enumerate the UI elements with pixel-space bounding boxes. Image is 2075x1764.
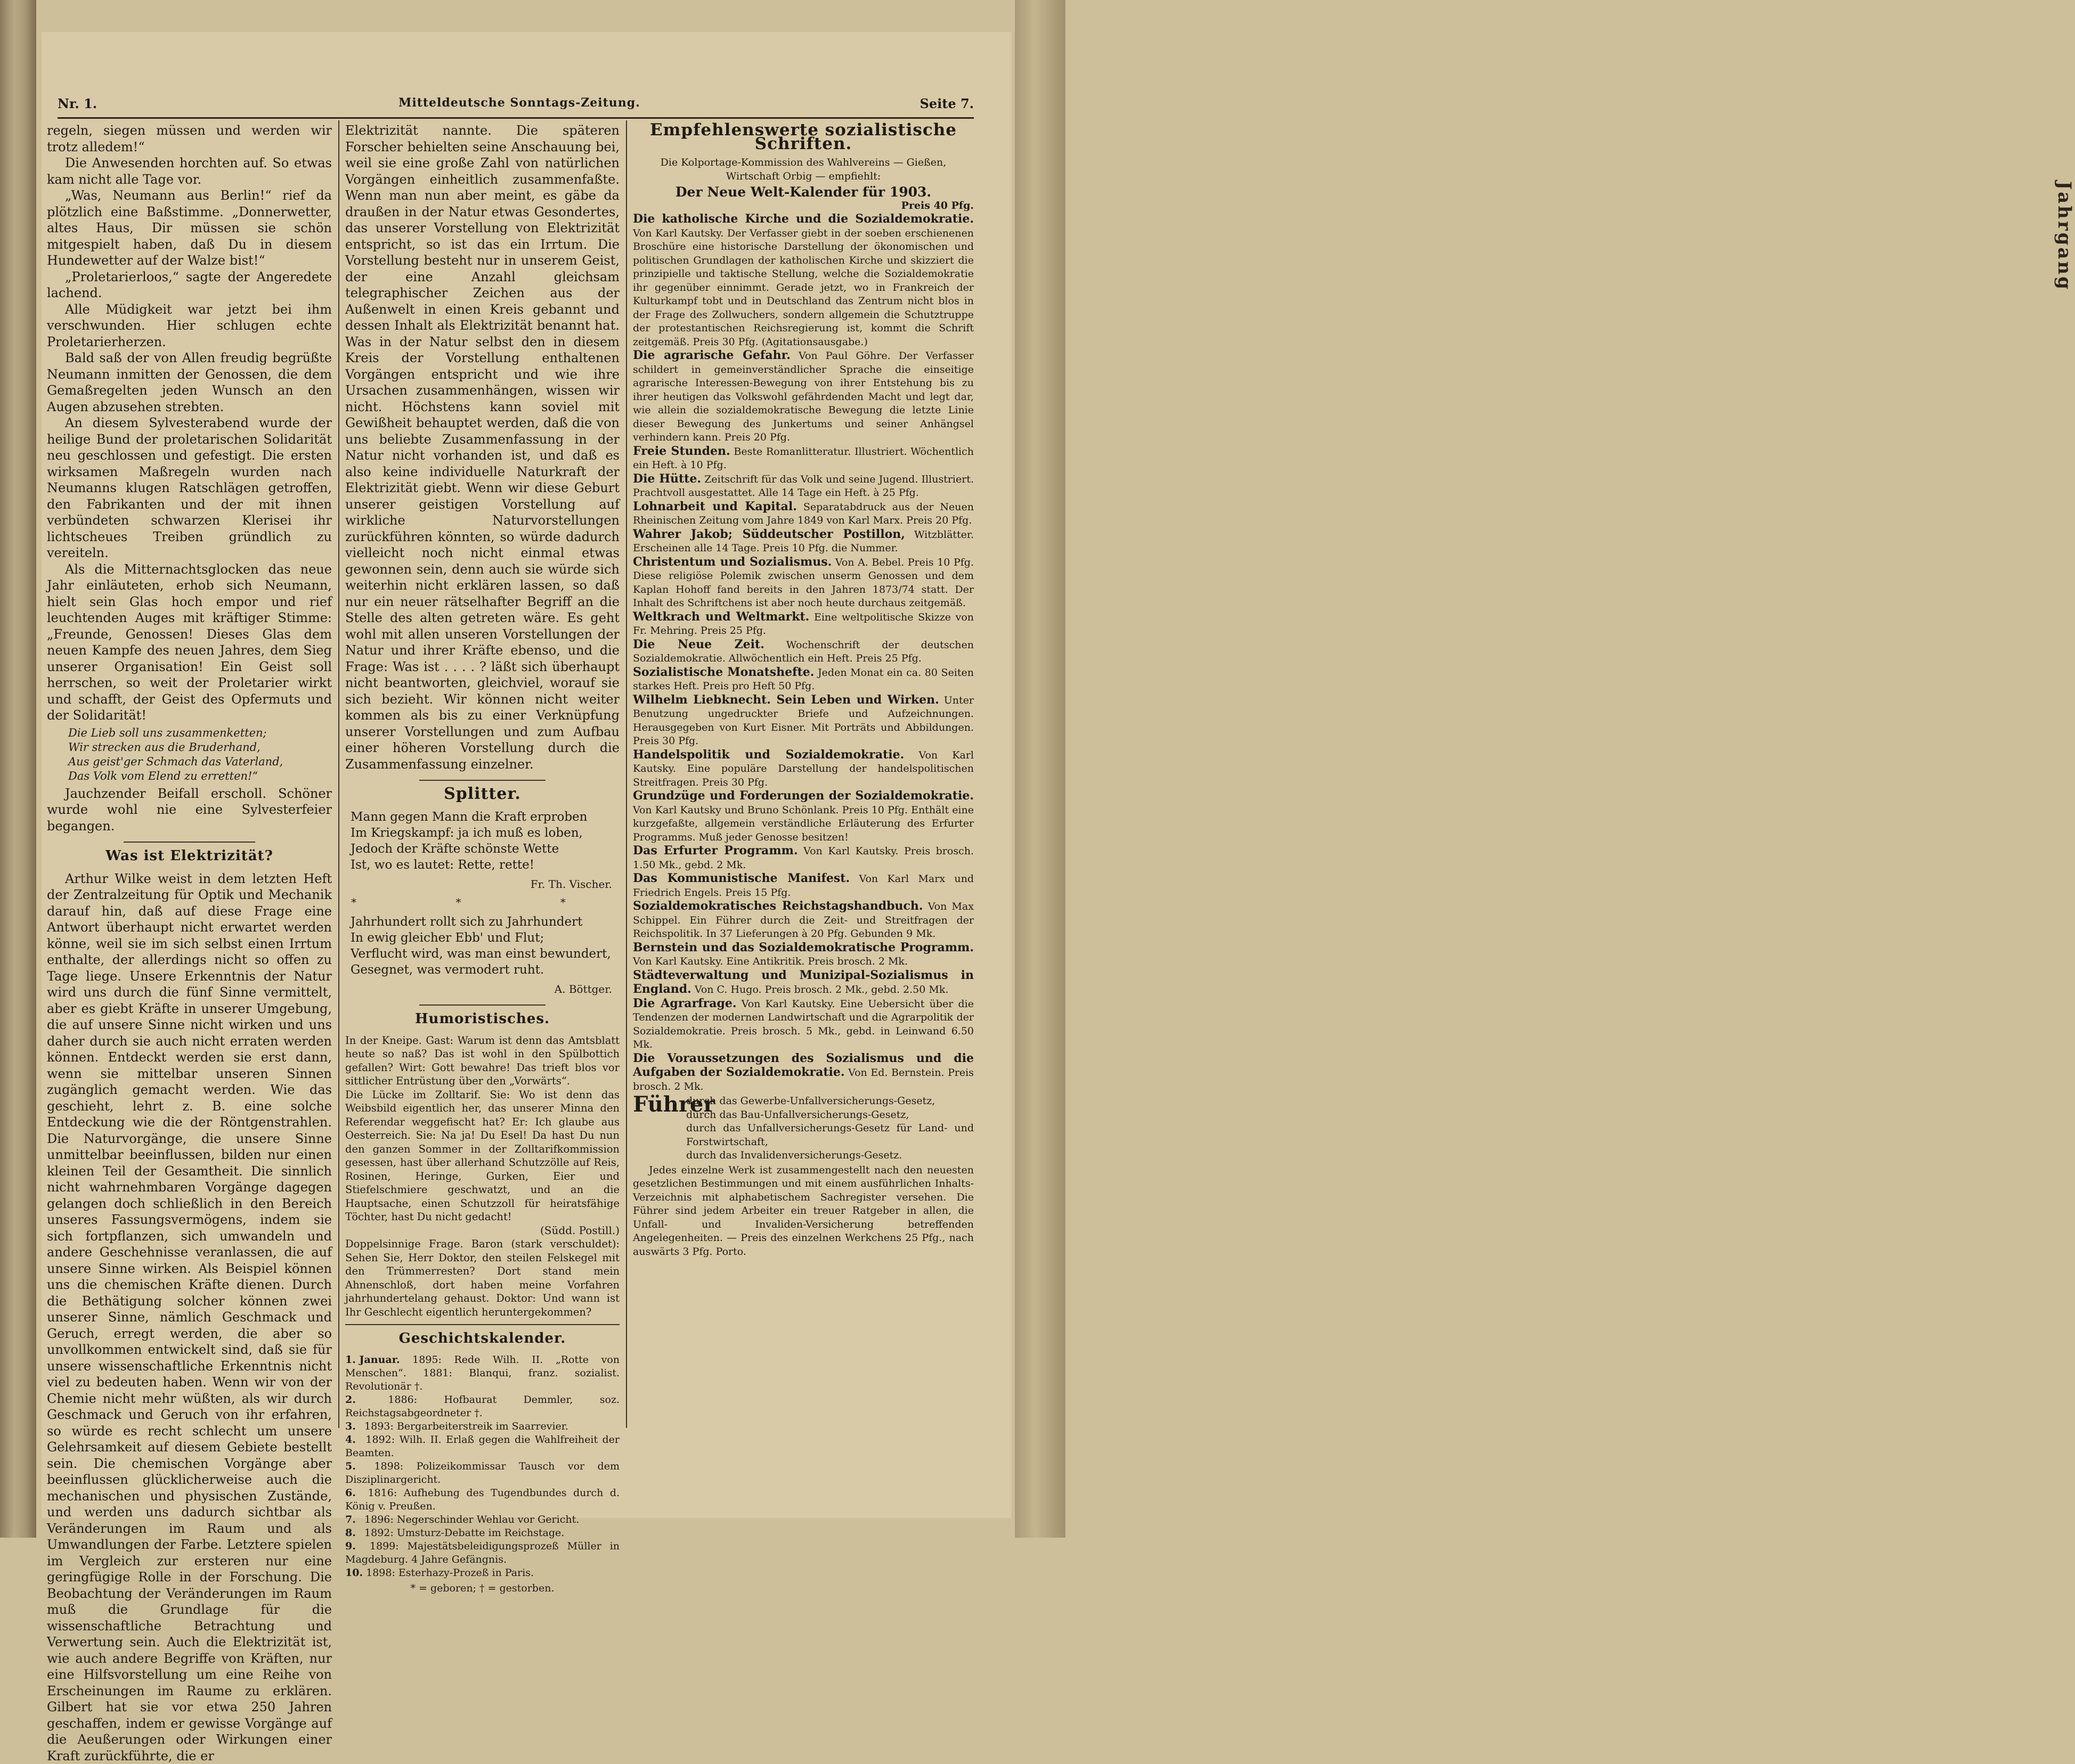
book-entry: Weltkrach und Weltmarkt. Eine weltpolitische Skizze von Fr. Mehring. Preis 25 Pfg. <box>633 610 974 638</box>
book-entry: Bernstein und das Sozialdemokratische Programm. Von Karl Kautsky. Eine Antikritik. Preis brosch. 2 Mk. <box>633 941 974 969</box>
section-title-splitter: Splitter. <box>345 786 620 803</box>
book-entry: Die katholische Kirche und die Sozialdemokratie. Von Karl Kautsky. Der Verfasser giebt in der soeben erschienenen Broschüre eine historische Darstellung der ökonomischen und politischen Grundlagen der katholischen Kirche und skizziert die prinzipielle und taktische Stellung, welche die Sozialdemokratie ihr gegenüber einnimmt. Gerade jetzt, wo in Frankreich der Kulturkampf tobt und in Deutschland das Zentrum nicht blos in der Frage des Zollwuchers, sondern allgemein die Schutztruppe der protestantischen Reichsregierung ist, kommt die Schrift zeitgemäß. Preis 30 Pfg. (Agitationsausgabe.) <box>633 213 974 349</box>
fuehrer-line: durch das Invalidenversicherungs-Gesetz. <box>686 1149 974 1163</box>
history-calendar <box>345 1353 620 1595</box>
verse-line: Aus geist'ger Schmach das Vaterland, <box>68 755 332 769</box>
calendar-entry: 6. 1816: Aufhebung des Tugendbundes durch d. König v. Preußen. <box>345 1487 620 1513</box>
book-entry: Wilhelm Liebknecht. Sein Leben und Wirken. Unter Benutzung ungedruckter Briefe und Aufzeichnungen. Herausgegeben von Kurt Eisner. Mit Porträts und Abbildungen. Preis 30 Pfg. <box>633 693 974 748</box>
calendar-entry: 8. 1892: Umsturz-Debatte im Reichstage. <box>345 1526 620 1540</box>
section-title-schriften: Empfehlenswerte sozialistische Schriften. <box>633 124 974 151</box>
book-entry: Das Kommunistische Manifest. Von Karl Marx und Friedrich Engels. Preis 15 Pfg. <box>633 872 974 900</box>
section-divider <box>124 842 255 843</box>
spine-label: Jahrgang <box>2059 181 2075 501</box>
fuehrer-lines <box>686 1095 974 1163</box>
poem-line: Jedoch der Kräfte schönste Wette <box>351 841 620 857</box>
fuehrer-line: durch das Gewerbe-Unfallversicherungs-Gesetz, <box>686 1095 974 1108</box>
poem-line: Ist, wo es lautet: Rette, rette! <box>351 857 620 873</box>
toast-verse <box>68 726 332 783</box>
book-entry: Grundzüge und Forderungen der Sozialdemokratie. Von Karl Kautsky und Bruno Schönlank. Preis 10 Pfg. Enthält eine kurzgefaßte, allgemein verständliche Erläuterung des Erfurter Programms. Muß jeder Genosse besitzen! <box>633 789 974 844</box>
poem-vischer <box>351 809 620 873</box>
book-binding-right <box>1015 0 1065 1538</box>
book-entry: Städteverwaltung und Munizipal-Sozialismus in England. Von C. Hugo. Preis brosch. 2 Mk., gebd. 2.50 Mk. <box>633 969 974 997</box>
poem-line: Verflucht wird, was man einst bewundert, <box>351 946 620 962</box>
poem-boettger <box>351 914 620 978</box>
fuehrer-block <box>633 1095 974 1163</box>
star-separator: * * * <box>345 894 620 911</box>
calendar-entry: 9. 1899: Majestätsbeleidigungsprozeß Müller in Magdeburg. 4 Jahre Gefängnis. <box>345 1540 620 1566</box>
calendar-legend: * = geboren; † = gestorben. <box>345 1582 620 1595</box>
paragraph: Als die Mitternachtsglocken das neue Jahr einläuteten, erhob sich Neumann, hielt sein Glas hoch empor und rief leuchtenden Auges mit kräftiger Stimme: „Freunde, Genossen! Dieses Glas dem neuen Kampfe des neuen Jahres, dem Sieg unserer Organisation! Ein Geist soll herrschen, so weit der Proletarier wirkt und schafft, der Geist des Opfermuts und der Solidarität! <box>47 561 332 724</box>
header-rule <box>58 117 974 119</box>
section-title-humor: Humoristisches. <box>345 1011 620 1027</box>
paragraph: Bald saß der von Allen freudig begrüßte Neumann inmitten der Genossen, die dem Gemaßregelten jeden Wunsch an den Augen abzusehen strebten. <box>47 350 332 415</box>
calendar-entry: 1. Januar. 1895: Rede Wilh. II. „Rotte von Menschen“. 1881: Blanqui, franz. sozialist. Revolutionär †. <box>345 1353 620 1393</box>
humor-item: Die Lücke im Zolltarif. Sie: Wo ist denn das Weibsbild eigentlich her, das unserer Minna den Referendar weggefischt hat? Er: Ich glaube aus Oesterreich. Sie: Na ja! Du Esel! Da hast Du nun den ganzen Sommer in der Zolltarifkommission gesessen, hast über allerhand Schutzzölle auf Reis, Rosinen, Heringe, Gurken, Eier und Stiefelschmiere geschwatzt, und an die Hauptsache, einen Schutzzoll für heiratsfähige Töchter, hast Du nicht gedacht! <box>345 1088 620 1224</box>
paragraph: Die Anwesenden horchten auf. So etwas kam nicht alle Tage vor. <box>47 155 332 187</box>
fuehrer-label: Führer <box>633 1098 714 1112</box>
poem-line: In ewig gleicher Ebb' und Flut; <box>351 930 620 946</box>
newspaper-title: Mitteldeutsche Sonntags-Zeitung. <box>398 96 640 110</box>
humor-source: (Südd. Postill.) <box>345 1224 620 1238</box>
page-number: Seite 7. <box>920 96 974 111</box>
book-entry: Die Neue Zeit. Wochenschrift der deutschen Sozialdemokratie. Allwöchentlich ein Heft. Preis 25 Pfg. <box>633 638 974 666</box>
section-divider <box>345 1324 620 1325</box>
paragraph: „Proletarierloos,“ sagte der Angeredete lachend. <box>47 269 332 301</box>
book-entry: Die Agrarfrage. Von Karl Kautsky. Eine Uebersicht über die Tendenzen der modernen Landwirtschaft und die Agrarpolitik der Sozialdemokratie. Preis brosch. 5 Mk., gebd. in Leinwand 6.50 Mk. <box>633 997 974 1052</box>
author-signature: Fr. Th. Vischer. <box>345 876 612 893</box>
calendar-entry: 4. 1892: Wilh. II. Erlaß gegen die Wahlfreiheit der Beamten. <box>345 1433 620 1460</box>
paragraph: Alle Müdigkeit war jetzt bei ihm verschwunden. Hier schlugen echte Proletarierherzen. <box>47 301 332 350</box>
book-entry: Die agrarische Gefahr. Von Paul Göhre. Der Verfasser schildert in gemeinverständlicher Sprache die einseitige agrarische Interessen-Bewegung von ihrer Entstehung bis zu ihrer heutigen das Volkswohl gefährdenden Macht und legt dar, wie allein die sozialdemokratische Bewegung die letzte Linie dieser Bewegung des Junkertums und seiner Anhängsel verhindern kann. Preis 20 Pfg. <box>633 349 974 445</box>
newspaper-page <box>42 32 1011 1518</box>
column-1 <box>47 123 332 1454</box>
book-entry: Die Hütte. Zeitschrift für das Volk und seine Jugend. Illustriert. Prachtvoll ausgestattet. Alle 14 Tage ein Heft. à 25 Pfg. <box>633 472 974 500</box>
book-entry: Das Erfurter Programm. Von Karl Kautsky. Preis brosch. 1.50 Mk., gebd. 2 Mk. <box>633 844 974 872</box>
closing-text: Jedes einzelne Werk ist zusammengestellt nach den neuesten gesetzlichen Bestimmungen und mit einem ausführlichen Inhalts-Verzeichnis mit alphabetischem Sachregister versehen. Die Führer sind jedem Arbeiter ein treuer Ratgeber in allen, die Unfall- und Invaliden-Versicherung betreffenden Angelegenheiten. — Preis des einzelnen Werkchens 25 Pfg., nach auswärts 3 Pfg. Porto. <box>633 1164 974 1259</box>
verse-line: Wir strecken aus die Bruderhand, <box>68 740 332 755</box>
column-rule-2 <box>626 120 627 1428</box>
story-ending: Jauchzender Beifall erscholl. Schöner wurde wohl nie eine Sylvesterfeier begangen. <box>47 786 332 835</box>
humor-item: Doppelsinnige Frage. Baron (stark verschuldet): Sehen Sie, Herr Doktor, den steilen Felskegel mit den Trümmerresten? Dort stand mein Ahnenschloß, dort haben meine Vorfahren jahrhundertelang gehaust. Doktor: Und wann ist Ihr Geschlecht eigentlich heruntergekommen? <box>345 1237 620 1319</box>
humor-item: In der Kneipe. Gast: Warum ist denn das Amtsblatt heute so naß? Das ist wohl in den Spülbottich gefallen? Wirt: Gott bewahre! Das trieft blos vor sittlicher Entrüstung über den „Vorwärts“. <box>345 1034 620 1088</box>
kalender-title: Der Neue Welt-Kalender für 1903. <box>633 185 974 199</box>
verse-line: Die Lieb soll uns zusammenketten; <box>68 726 332 740</box>
running-head <box>58 96 974 117</box>
book-entry: Die Voraussetzungen des Sozialismus und die Aufgaben der Sozialdemokratie. Von Ed. Bernstein. Preis brosch. 2 Mk. <box>633 1052 974 1094</box>
calendar-entry: 5. 1898: Polizeikommissar Tausch vor dem Disziplinargericht. <box>345 1460 620 1487</box>
author-signature: A. Böttger. <box>345 981 612 998</box>
book-entry: Christentum und Sozialismus. Von A. Bebel. Preis 10 Pfg. Diese religiöse Polemik zwischen unserm Genossen und dem Kaplan Hohoff fand bereits in den Jahren 1873/74 statt. Der Inhalt des Schriftchens ist aber noch heute durchaus zeitgemäß. <box>633 556 974 610</box>
paragraph: „Was, Neumann aus Berlin!“ rief da plötzlich eine Baßstimme. „Donnerwetter, altes Haus, Dir müssen sie schön mitgespielt haben, daß Du in diesem Hundewetter auf der Walze bist!“ <box>47 187 332 269</box>
book-entry: Handelspolitik und Sozialdemokratie. Von Karl Kautsky. Eine populäre Darstellung der handelspolitischen Streitfragen. Preis 30 Pfg. <box>633 748 974 790</box>
fuehrer-line: durch das Unfallversicherungs-Gesetz für Land- und Forstwirtschaft, <box>686 1122 974 1149</box>
poem-line: Gesegnet, was vermodert ruht. <box>351 962 620 978</box>
poem-line: Jahrhundert rollt sich zu Jahrhundert <box>351 914 620 930</box>
article-title-elektrizitaet: Was ist Elektrizität? <box>47 848 332 864</box>
book-entry: Sozialistische Monatshefte. Jeden Monat ein ca. 80 Seiten starkes Heft. Preis pro Heft 50 Pfg. <box>633 666 974 693</box>
section-title-calendar: Geschichtskalender. <box>345 1330 620 1347</box>
poem-line: Im Kriegskampf: ja ich muß es loben, <box>351 825 620 841</box>
intro-text: Die Kolportage-Kommission des Wahlvereins — Gießen, Wirtschaft Orbig — empfiehlt: <box>633 156 974 183</box>
calendar-entry: 2. 1886: Hofbaurat Demmler, soz. Reichstagsabgeordneter †. <box>345 1393 620 1420</box>
book-entry: Freie Stunden. Beste Romanlitteratur. Illustriert. Wöchentlich ein Heft. à 10 Pfg. <box>633 445 974 472</box>
calendar-entry: 7. 1896: Negerschinder Wehlau vor Gericht. <box>345 1513 620 1526</box>
story-text <box>47 123 332 724</box>
section-divider <box>419 780 546 781</box>
humor-section <box>345 1034 620 1319</box>
calendar-entry: 3. 1893: Bergarbeiterstreik im Saarrevier. <box>345 1420 620 1433</box>
book-entry: Sozialdemokratisches Reichstagshandbuch. Von Max Schippel. Ein Führer durch die Zeit- und Streitfragen der Reichspolitik. In 37 Lieferungen à 20 Pfg. Gebunden 9 Mk. <box>633 900 974 941</box>
book-entry: Lohnarbeit und Kapital. Separatabdruck aus der Neuen Rheinischen Zeitung vom Jahre 1849 von Karl Marx. Preis 20 Pfg. <box>633 500 974 528</box>
poem-line: Mann gegen Mann die Kraft erproben <box>351 809 620 825</box>
column-rule-1 <box>338 120 339 1428</box>
book-entry: Wahrer Jakob; Süddeutscher Postillon, Witzblätter. Erscheinen alle 14 Tage. Preis 10 Pfg. die Nummer. <box>633 528 974 556</box>
section-divider <box>419 1005 546 1006</box>
kalender-price: Preis 40 Pfg. <box>633 199 974 213</box>
paragraph: An diesem Sylvesterabend wurde der heilige Bund der proletarischen Solidarität neu geschlossen und gefestigt. Die ersten wirksamen Maßregeln wurden nach Neumanns klugen Ratschlägen getroffen, den Fabrikanten und der mit ihnen verbündeten schwarzen Klerisei ihr lichtscheues Treiben gründlich zu vereiteln. <box>47 415 332 561</box>
verse-line: Das Volk vom Elend zu erretten!“ <box>68 769 332 783</box>
article-continuation: Elektrizität nannte. Die späteren Forscher behielten seine Anschauung bei, weil sie eine große Zahl von natürlichen Vorgängen einheitlich zusammenfaßte. Wenn man nun aber meint, es gäbe da draußen in der Natur etwas Gesondertes, das unserer Vorstellung von Elektrizität entspricht, so ist das ein Irrtum. Die Vorstellung besteht nur in unserem Geist, der eine Anzahl gleichsam telegraphischer Zeichen aus der Außenwelt in einen Kreis gebannt und dessen Inhalt als Elektrizität benannt hat. Was in der Natur selbst den in diesem Kreis der Vorstellung enthaltenen Vorgängen entspricht und wie ihre Ursachen zusammenhängen, wissen wir nicht. Höchstens kann soviel mit Gewißheit behauptet werden, daß die von uns beliebte Zusammenfassung in der Natur nicht vorhanden ist, und daß es also keine individuelle Naturkraft der Elektrizität giebt. Wenn wir diese Geburt unserer geistigen Vorstellung auf wirkliche Naturvorstellungen zurückführen könnten, so würde dadurch vielleicht noch nicht einmal etwas gewonnen sein, denn auch sie würde sich weiterhin nicht erklären lassen, so daß nur ein neuer rätselhafter Begriff an die Stelle des alten getreten wäre. Es geht wohl mit allen unseren Vorstellungen der Natur und ihrer Kräfte ebenso, und die Frage: Was ist . . . . ? läßt sich überhaupt nicht beantworten, gleichviel, worauf sie sich bezieht. Wir können nicht weiter kommen als bis zu einer Verknüpfung unserer Vorstellungen und zum Aufbau einer höheren Vorstellung durch die Zusammenfassung einzelner. <box>345 123 620 772</box>
paragraph: regeln, siegen müssen und werden wir trotz alledem!“ <box>47 123 332 155</box>
column-3 <box>633 123 974 1454</box>
calendar-entry: 10. 1898: Esterhazy-Prozeß in Paris. <box>345 1566 620 1580</box>
issue-number: Nr. 1. <box>58 96 97 111</box>
fuehrer-line: durch das Bau-Unfallversicherungs-Gesetz, <box>686 1108 974 1122</box>
article-body: Arthur Wilke weist in dem letzten Heft der Zentralzeitung für Optik und Mechanik darauf hin, daß auf diese Frage eine Antwort überhaupt nicht erwartet werden könne, weil sie im sich selbst einen Irrtum enthalte, der allerdings nicht so offen zu Tage liege. Unsere Erkenntnis der Natur wird uns durch die fünf Sinne vermittelt, aber es giebt Kräfte in unserer Umgebung, die auf unsere Sinne nicht wirken und uns daher durch sie auch nicht erraten werden können. Entdeckt werden sie erst dann, wenn sie mittelbar unseren Sinnen zugänglich gemacht werden. Wie das geschieht, lehrt z. B. eine solche Entdeckung wie die der Röntgenstrahlen. Die Naturvorgänge, die unsere Sinne unmittelbar beeinflussen, bilden nur einen kleinen Teil der Gesamtheit. Die sinnlich nicht wahrnehmbaren Vorgänge dagegen gelangen doch schließlich in den Bereich unseres Fassungsvermögens, indem sie sich fortpflanzen, sich umwandeln und andere Geschehnisse veranlassen, die auf unsere Sinne wirken. Als Beispiel können uns die chemischen Kräfte dienen. Durch die Bethätigung solcher können zwei unserer Sinne, nämlich Geschmack und Geruch, erregt werden, die aber so unvollkommen entwickelt sind, daß sie für unsere wissenschaftliche Erkenntnis nicht viel zu bedeuten haben. Wenn wir von der Chemie nicht mehr wüßten, als wir durch Geschmack und Geruch von ihr erfahren, so würde es recht schlecht um unsere Gelehrsamkeit auf diesem Gebiete bestellt sein. Die chemischen Vorgänge aber beeinflussen glücklicherweise auch die mechanischen und physischen Zustände, und werden uns dadurch sichtbar als Veränderungen im Raum und als Umwandlungen der Farbe. Letztere spielen im Vergleich zur ersteren nur eine geringfügige Rolle in der Forschung. Die Beobachtung der Veränderungen im Raum muß die Grundlage für die wissenschaftliche Betrachtung und Verwertung sein. Auch die Elektrizität ist, wie auch andere Begriffe von Kräften, nur eine Hilfsvorstellung um eine Reihe von Erscheinungen im Raume zu erklären. Gilbert hat sie vor etwa 250 Jahren geschaffen, indem er gewisse Vorgänge auf die Aeußerungen oder Wirkungen einer Kraft zurückführte, die er <box>47 871 332 1764</box>
book-binding-left <box>0 0 36 1538</box>
column-2 <box>345 123 620 1454</box>
